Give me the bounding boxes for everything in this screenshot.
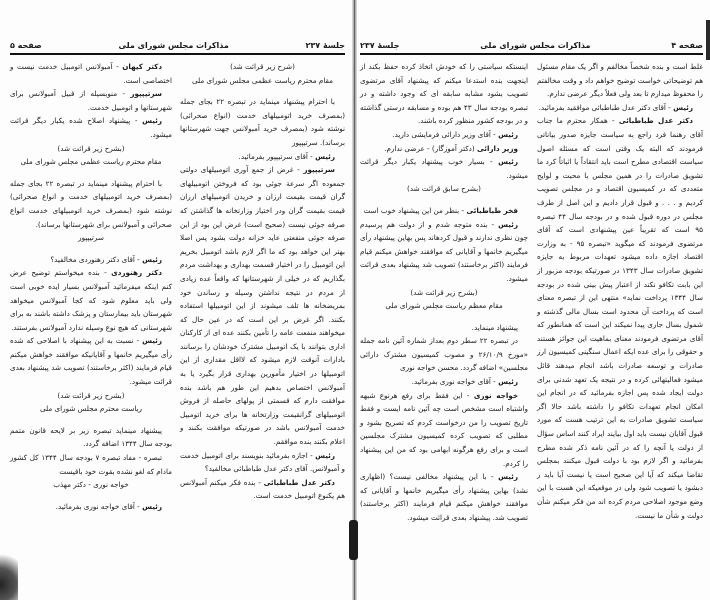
speaker-paragraph: دکتر عدل طباطبائی - بنده فکر میکنم آمبولانس هم یکنوع اتومبیل خدمت است. — [180, 477, 345, 501]
speaker-paragraph: سرتیپپور - منوبسیله از قبیل آمبولانس برای شهرستانها و اتومبیل خدمت. — [10, 89, 172, 112]
centered-line: مقام محترم ریاست عظمی مجلس شورای ملی — [20, 157, 162, 167]
speaker-name: رئیس — [315, 151, 335, 161]
left-page-number: صفحه ۵ — [10, 40, 42, 50]
speaker-name: سرتیپپور — [303, 165, 335, 175]
speaker-paragraph: رئیس - آقای سرتیپپور بفرمائید. — [238, 151, 335, 161]
paragraph: در تبصره ۲۲ سطر دوم بعداز شماره آئین نامه جمله «مورخ ۲۶/۱۰/۹ و مصوب کمیسیون مشترک دارائی مجلسین» اضافه گردد. محسن خواجه نوری — [360, 336, 529, 373]
centered-line: (بشرح زیر قرائت شد) — [57, 143, 125, 153]
paragraph-gap — [10, 245, 172, 253]
paragraph: تبصره - مفاد تبصره ۷ بودجه سال ۱۳۴۴ کل کشور مادام که لغو نشده بقوت خود باقیست — [10, 453, 172, 476]
speaker-name: رئیس — [142, 336, 162, 346]
centered-line: خواجه نوری - دکتر مهذب — [53, 480, 129, 490]
speaker-name: رئیس — [498, 219, 518, 229]
speaker-paragraph: رئیس - بنده متوجه شدم و از دولت هم پرسیدم چون نظری ندارند و قبول کردهاند پس بهاین پیشنهاد رأی میگیریم خانمها و آقایانی که موافقند خواهش میکنم قیام فرمایند (اکثر برخاستند) تصویب شد پیشنهاد بعدی قرائت میشود. — [360, 219, 528, 283]
left-page-column-right — [180, 60, 345, 503]
right-page — [357, 0, 710, 600]
paragraph-gap — [10, 169, 172, 177]
right-session-number: جلسهٔ ۲۳۷ — [360, 40, 400, 50]
speaker-paragraph: رئیس - اجازه بفرمائید بنویسند برای اتومبیل خدمت و آمبولانس. آقای دکتر عدل طباطبائی مخالفید؟ — [180, 450, 345, 474]
left-page-column-left — [10, 60, 172, 513]
speaker-name: رئیس — [142, 501, 162, 511]
paragraph-gap — [180, 87, 345, 95]
right-header-rule — [360, 53, 703, 55]
speaker-name: سرتیپپور — [130, 89, 162, 99]
right-page-column-left — [360, 60, 528, 525]
speaker-paragraph: رئیس - آقای دکتر رهنوردی مخالفید؟ — [50, 254, 162, 264]
paragraph: غلط است و بنده شخصاً مخالفم و اگر یک مقام مسئول هم توضیحاتی خواست توضیح خواهم داد و وقت مخالفتم را محفوظ میدارم تا بعد ولی فعلاً دیگر عرضی ندارم. — [537, 62, 703, 99]
right-page-header — [360, 38, 703, 52]
speaker-name: رئیس — [498, 472, 518, 482]
speaker-paragraph: دکتر عدل طباطبائی - همکار محترم ما جناب آقای رهنما فرد راجع به سیاست جایزه صدور بیاناتی فرمودند که البته یک وقتی است که مسئله اصول سیاست اقتصادی مطرح است باید انتقاداً یا اثباتاً کرد ما تشویق صادرات را در همین مجلس با محبت و لوایح متعددی که در کمیسیون اقتصاد و در مجلس تصویب کردیم و . . . و قبول قرار دادیم و این اصل از طرف مجلس در دوره قبول شده و در بودجه سال ۴۴ تبصره ۹۵ است که تقریباً عین پیشنهادی است که آقای مرتضوی فرمودند که میگوید «تبصره ۹۵ - به وزارت اقتصاد اجازه داده میشود تعهدات مربوط به جایزه تشویق صادرات سال ۱۳۴۳ در صورتیکه بودجه مزبور از این بابت تکافو نکند از اعتبار پیش بینی شده در بودجه سال ۱۳۴۴ پرداخت نماید» منتهی این از تبصره معنای است که پرداخت آن محدود است بسال مالی گذشته و شمول بسال جاری پیدا نمیکند این است که همانطور که آقای مرتضوی فرمودند معنای بماهیت این جوائز هستند و حقوقی را برای عده ایکه اعمال سنگینی کمیسیون ارز صادرات و توسعه صادرات باشد انجام میدهند قائل میشود فعالیتهائی کرده و در نتیجه یک تعهد شدنی برای دولت ایجاد شده پس اجازه بفرمائید که در انجام این امکان انجام تعهدات تکافو را داشته باشد حالا اگر سیاست تشویق صادرات به این ترتیب هست که مورد قبول آقایان نیست باید اول بیایند ایراد کنند اساس سؤال از دولت یا آنچه را که در آئین نامه ذکر شده مطرح بفرمائید و اگر لازم بود با دولت قبول میکنند بمجلس تقاضا میکند که آیا این صحیح است یا نیست آیا باید ر دبشود یا تصویب شود ولی در موقعیکه این هست با این وضع موجود اصلاحی مردم کرده اند من فکر میکنم شأن دولت و شأن ما نیست. — [537, 116, 703, 520]
speaker-name: رئیس — [142, 254, 162, 264]
centered-line: مقام معظم ریاست مجلس شورای ملی — [385, 301, 503, 311]
speaker-paragraph: رئیس - پیشنهاد اصلاح شده یکبار دیگر قرائت میشود. — [10, 116, 172, 139]
paragraph: اینستکه سیاستی را که خودش اتخاذ کرده حفظ بکند از اینجهت بنده استدعا میکنم که پیشنهاد آقای مرتضوی تصویب بشود مشابه سابقه ای که وجود داشته و در تبصره بودجه سال ۴۳ هم بوده و مسابقه درستی گذاشته و در بودجه کشور منظور کرده باشند. — [360, 62, 528, 126]
speaker-name: دکتر رهنوردی — [111, 268, 162, 278]
speaker-name: رئیس — [673, 102, 693, 112]
paragraph: پیشنهاد مینماید. — [471, 322, 518, 332]
speaker-paragraph: رئیس - آقای خواجه نوری بفرمائید. — [411, 377, 518, 387]
speaker-paragraph: رئیس - آقای دکتر عدل طباطبائی موافقید بفرمائید. — [538, 102, 693, 112]
speaker-paragraph: رئیس - با این پیشنهاد مخالفی نیست؟ (اظهاری نشد) بهاین پیشنهاد رأی میگیریم خانمها و آقایانی که موافقند خواهش میکنم قیام فرمایند (اکثر برخاستند) تصویب شد. پیشنهاد بعدی قرائت میشود. — [360, 472, 528, 522]
paragraph-gap — [10, 492, 172, 500]
left-session-number: جلسهٔ ۲۳۷ — [305, 40, 345, 50]
speaker-name: رئیس — [498, 157, 518, 167]
left-header-rule — [10, 53, 345, 55]
corner-scan-artifact — [0, 548, 18, 600]
speaker-paragraph: دکتر رهنوردی - بنده میخواستم توضیح عرض کنم اینکه میفرمائید آمبولانس بسیار ایده خوبی است ولی باید معلوم شود که کجا آمبولانس میخواهد شهرستان باید بیمارستان و پزشک داشته باشند به برای شهرستانی که هیچ نوع وسیله ندارد آمبولانس بفرستند. — [10, 268, 172, 332]
paragraph: با احترام پیشنهاد مینماید در تبصره ۲۲ بجای جمله (بمصرف خرید اتومبیلهای خدمت و انواع صحرائی) نوشته شود (بمصرف خرید اتومبیلهای خدمت انواع صحرائی و آمبولانس برای شهرستانها برساند). — [10, 178, 172, 229]
paragraph-gap — [360, 313, 528, 321]
speaker-name: رئیس — [498, 377, 518, 387]
paragraph-gap — [10, 416, 172, 424]
speaker-name: رئیس — [142, 116, 162, 126]
right-running-title: مذاکرات مجلس شورای ملی — [480, 40, 591, 50]
centered-line: (بشرح زیر قرائت شد) — [57, 390, 125, 400]
left-running-title: مذاکرات مجلس شورای ملی — [118, 40, 229, 50]
centered-line: (شرح زیر قرائت شد) — [230, 62, 295, 71]
paragraph: با احترام پیشنهاد مینماید در تبصره ۲۲ بجای جمله (بمصرف خرید اتومبیلهای خدمت (انواع صحرائی) نوشته شود (بمصرف خرید آمبولانس جهت شهرستانها برساند). سرتیپپور — [180, 97, 345, 147]
speaker-paragraph: رئیس - نسبت به این پیشنهاد با اصلاحی که شده رأی میگیریم خانمها و آقایانیکه موافقند خواهش میکنم قیام فرمایند (اکثر برخاستند) تصویب شد پیشنهاد بعدی قرائت میشود. — [10, 336, 172, 387]
speaker-name: خواجه نوری — [473, 390, 518, 400]
speaker-name: وزیر دارائی — [476, 143, 518, 153]
right-page-column-right — [537, 60, 703, 522]
centered-line: ریاست محترم مجلس شورای ملی — [39, 404, 143, 414]
centered-line: مقام محترم ریاست عظمی مجلس شورای ملی — [191, 75, 334, 85]
left-page-header — [10, 38, 345, 52]
speaker-paragraph: دکتر کیهان - آمبولانس اتومبیل خدمت نیست و اختصاصی است. — [10, 62, 172, 85]
speaker-name: دکتر عدل طباطبائی — [618, 116, 693, 126]
centered-line: سرتیپپور — [78, 233, 104, 243]
speaker-paragraph: رئیس - آقای وزیر دارائی فرمایشی دارید. — [392, 129, 518, 139]
speaker-paragraph: رئیس - بسیار خوب پیشنهاد یکبار دیگر قرائت میشود. — [360, 157, 528, 180]
centered-line: (بشرح زیر قرائت شد) — [410, 287, 478, 297]
speaker-paragraph: سرتیپپور - غرض از جمع آوری اتومبیلهای دولتی جمعوده اگر سرعة جوئی بود که فروختن اتومبیلهای گران قیمت بقیمت ارزان و خریدن اتومبیلهای ارزان قیمت بقیمت گران ودر اختیار وزارتخانه ها گذاشتن که صرفه جوئی نیست (صحیح است) غرض این بود از این صرفه جوئی منفعتی عاید خزانه دولت بشود پس اصلا بهتر این خواهد بود که ما اگر لازم باشد اتومبیل بخریم این اتومبیل را در اختیار قسمت بهداری و بهداشت مردم بگذاریم که در خیلی از شهرستانها که واقعاً عده زیادی از مردم در نتیجه نداشتن وسیله و رساندن خود بمریضخانه ها تلف میشوند از این اتومبیلها استفاده بکنند. اگر غرض بر این است که در عین حال که میخواهند منفعت عامه را تأمین بکنند عده ای از کارکنان اداری بتوانند با یک اتومبیل مشترک خودشان را برسانند بادارات آنوقت لازم میشود که لااقل مقداری از این اتومبیلها در اختیار مأمورین بهداری قرار بگیرد یا به آمبولانس اختصاص بدهیم این طور هم باشد بنده موافقت دارم که قسمتی از پولهای حاصله از فروش اتومبیلهای گرانقیمت وزارتخانه ها برای خرید اتومبیل خدمت آمبولانس باشد در صورتیکه موافقت بکنند و اعلام بکنند بنده موافقم. — [180, 165, 345, 447]
speaker-name: دکتر کیهان — [122, 62, 163, 71]
speaker-paragraph: رئیس - آقای خواجه نوری بفرمائید. — [55, 501, 162, 511]
speaker-paragraph: وزیر دارائی (دکتر آموزگار) - عرضی ندارم. — [384, 143, 518, 153]
speaker-name: فخر طباطبائی — [466, 205, 518, 215]
speaker-paragraph: خواجه نوری - این فقط برای رفع هرنوع شبهه واشتباه است مشخص است چه آئین نامه ایست و فقط تاریخ تصویب را من درخواست کردم که تصریح بشود و مطلبی که تصویب کرده کمیسیون مشترک مجلسین است و برای رفع هرگونه ابهامی بود که من این پیشنهاد را کردم. — [360, 390, 528, 468]
paragraph: پیشنهاد مینماید تبصره زیر بر لایحه قانون متمم بودجه سال ۱۳۴۴ اضافه گردد. — [10, 425, 172, 449]
left-page — [0, 0, 353, 600]
right-page-number: صفحه ۴ — [671, 40, 703, 50]
speaker-name: رئیس — [315, 450, 335, 460]
speaker-name: رئیس — [498, 129, 518, 139]
centered-line: (بشرح سابق قرائت شد) — [407, 184, 481, 194]
speaker-paragraph: فخر طباطبائی - بنظر من این پیشنهاد خوب است — [363, 205, 518, 215]
paragraph-gap — [360, 196, 528, 204]
speaker-name: دکتر عدل طباطبائی — [263, 477, 335, 487]
